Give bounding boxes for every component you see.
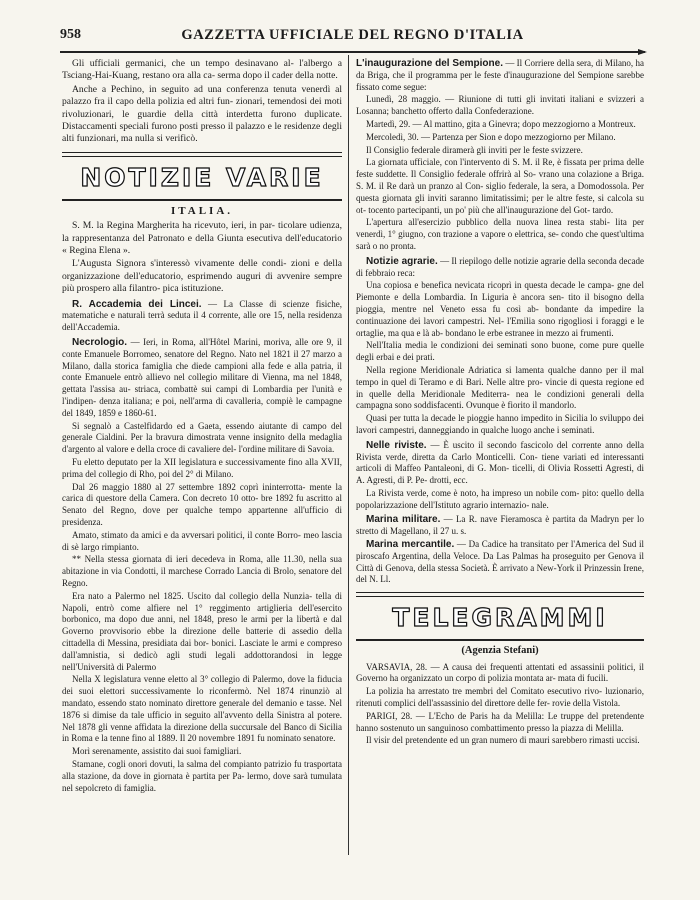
article-paragraph: Era nato a Palermo nel 1825. Uscito dal collegio della Nunzia- tella di Napoli, entrò come alfiere nel 1° reggimento artiglieria dell'esercito borbonico, ma dopo due anni, nel 1848, preso le armi per la libertà e dal Governo provvisorio ebbe la direzione delle batterie di assedio della cittadella di Messina, presidiata dai bor- bonici. Lasciate le armi e compreso dall'amnistia, si dedicò agli studi legali addottorandosi in legge nell'Università di Palermo [62, 590, 342, 672]
subsection-italia: ITALIA. [170, 204, 234, 217]
item-heading: Nelle riviste. [366, 439, 427, 451]
article-paragraph: Si segnalò a Castelfidardo ed a Gaeta, essendo aiutante di campo del generale Cialdini. Per la bravura dimostrata venne insignito della medaglia d'argento al valore e della croce di cavaliere del- l'ordine militare di Savoia. [62, 420, 342, 455]
article-paragraph: La Rivista verde, come è noto, ha impreso un nobile com- pito: quello della popolarizzazione dell'Istituto agrario internazio- nale. [356, 487, 644, 510]
article-paragraph: Il visir del pretendente ed un gran numero di mauri sarebbero rimasti uccisi. [366, 735, 640, 746]
newspaper-title: GAZZETTA UFFICIALE DEL REGNO D'ITALIA [181, 27, 524, 43]
item-text: — La R. nave Fieramosca è partita da Madryn per lo stretto di Magellano, il 27 u. s. [356, 514, 645, 537]
right-column [356, 58, 644, 748]
item-text: — Il riepilogo delle notizie agrarie della seconda decade di febbraio reca: [356, 255, 645, 278]
item-lincei [62, 299, 342, 334]
section-divider [356, 639, 644, 641]
article-paragraph: Dal 26 maggio 1880 al 27 settembre 1892 coprì ininterrotta- mente la carica di questore della Camera. Con decreto 10 otto- bre 1892 fu ascritto al Senato del Regno, dove per qualche tempo appartenne all'ufficio di presidenza. [62, 481, 342, 528]
article-paragraph: Martedì, 29. — Al mattino, gita a Ginevra; dopo mezzogiorno a Montreux. [366, 118, 636, 129]
item-heading: Notizie agrarie. [366, 255, 438, 267]
item-marina-militare [356, 514, 644, 538]
article-paragraph: L'Augusta Signora s'interessò vivamente delle condi- zioni e della organizzazione dell'educatorio, esprimendo auguri di avvenire sempre più prospero alla filantro- pica istituzione. [62, 258, 342, 295]
article-paragraph: La giornata ufficiale, con l'intervento di S. M. il Re, è fissata per prima delle feste suddette. Il Consiglio federale offrirà al So- vrano una colazione a Briga. S. M. il Re darà un pranzo al Con- siglio federale, la sera, a Domodossola. Per questa giornata gli inviti saranno limitatissimi; per le altre feste, si calcola su ot- tocento partecipanti, un po' più che all'inaugurazione del Got- tardo. [356, 157, 644, 215]
article-paragraph: Morì serenamente, assistito dai suoi famigliari. [72, 746, 242, 757]
item-text: — La Classe di scienze fisiche, matematiche e naturali terrà seduta il 4 corrente, alle ore 15, nella residenza dell'Accademia. [62, 298, 343, 333]
item-heading: Marina militare. [366, 514, 441, 526]
article-paragraph: PARIGI, 28. — L'Echo de Paris ha da Melilla: Le truppe del pretendente hanno sostenuto un sanguinoso combattimento presso la piazza di Melilla. [356, 710, 644, 733]
article-paragraph: Nella X legislatura venne eletto al 3° collegio di Palermo, dove la fiducia dei suoi elettori successivamente lo riconfermò. Nel 1874 rinunziò al mandato, essendo stato nominato direttore generale del demanio e tasse. Nel 1876 si dimise da tale ufficio in seguito all'avvento della Sinistra al potere. Nel 1878 gli venne affidata la direzione della succursale del Banco di Sicilia in Roma e la tenne fino al 1889. Il 20 novembre 1891 fu nominato senatore. [62, 674, 342, 744]
article-paragraph: L'apertura all'esercizio pubblico della nuova linea resta stabi- lita per venerdì, 1° giugno, con trazione a vapore o elettrica, se- condo che quest'ultima sarà o no pronta. [356, 217, 644, 251]
item-text: — Il Corriere della sera, di Milano, ha da Briga, che il programma per le feste d'inaugurazione del Sempione sarebbe fissato come segue: [356, 58, 644, 92]
item-heading: Necrologio. [72, 337, 128, 349]
section-title-notizie-varie: NOTIZIE VARIE [80, 162, 324, 192]
item-heading: R. Accademia dei Lincei. [72, 298, 202, 310]
section-title-telegrammi: TELEGRAMMI [392, 603, 608, 633]
page-header [60, 25, 645, 47]
article-paragraph: Stamane, cogli onori dovuti, la salma del compianto patrizio fu trasportata alla stazione, da dove in giornata è partita per Pa- lermo, dove sarà tumulata nel sepolcreto di famiglia. [62, 758, 342, 793]
item-text: — È uscito il secondo fascicolo del corrente anno della Rivista verde, diretta da Carlo Monticelli. Con- tiene variati ed interessanti articoli di Maffeo Pantaleoni, di G. Mon- ticelli, di Olivia Rossetti Agresti, di A. Agresti, di P. Pe- drotti, ecc. [356, 439, 645, 486]
article-paragraph: Gli ufficiali germanici, che un tempo desinavano al- l'albergo a Tsciang-Hai-Kuang, restano ora alla ca- serma dopo il cader della notte. [62, 58, 342, 82]
article-paragraph: Il Consiglio federale diramerà gli inviti per le feste svizzere. [366, 144, 583, 155]
column-separator [348, 55, 349, 855]
left-column [62, 58, 342, 795]
article-paragraph: Fu eletto deputato per la XII legislatura e successivamente fino alla XVII, prima del collegio di Rho, poi del 2° di Milano. [62, 457, 342, 479]
article-paragraph: VARSAVIA, 28. — A causa dei frequenti attentati ed assassinii politici, il Governo ha organizzato un corpo di polizia montata ar- mata di fucili. [356, 661, 644, 684]
section-divider [356, 592, 644, 597]
item-necrologio [62, 337, 342, 420]
item-marina-mercantile [356, 539, 644, 586]
article-paragraph: Anche a Pechino, in seguito ad una conferenza tenuta venerdì al palazzo fra il capo della polizia ed altri fun- zionari, temendosi dei moti rivoluzionari, le guardie della città interdetta furono duplicate. Distaccamenti speciali furono posti presso il palazzo e le residenze degli alti funzionari, ma nulla si verificò. [62, 83, 342, 145]
header-rule [60, 51, 645, 53]
article-paragraph: Una copiosa e benefica nevicata ricoprì in questa decade le campa- gne del Piemonte e della Lombardia. In Liguria è ancora sen- tito il bisogno della pioggia, mentre nel Veneto essa fu così ab- bondante da impedire la continuazione dei lavori campestri. Nel- l'Emilia sono rigogliosi i foraggi e le ortaglie, ma qua e là ab- bondano le erbe estranee in mezzo ai frumenti. [356, 280, 644, 338]
article-paragraph: Amato, stimato da amici e da avversari politici, il conte Borro- meo lascia di sè largo rimpianto. [62, 529, 342, 552]
item-text: — Da Cadice ha transitato per l'America del Sud il piroscafo Argentina, della Veloce. Da Las Palmas ha proseguito per Genova il Città di Genova, della stessa Società. È arrivato a New-York il Prinzessin Irene, del N. Ll. [356, 539, 644, 585]
agency-label: (Agenzia Stefani) [461, 645, 539, 657]
item-heading: Marina mercantile. [366, 539, 455, 551]
article-paragraph: Nell'Italia media le condizioni dei seminati sono buone, come pure quelle degli erbai e dei prati. [356, 340, 644, 363]
article-paragraph: ** Nella stessa giornata di ieri decedeva in Roma, alle 11.30, nella sua abitazione in via Condotti, il marchese Corrado Lancia di Brolo, senatore del Regno. [62, 554, 342, 589]
section-divider [62, 152, 342, 157]
article-paragraph: Nella regione Meridionale Adriatica si lamenta qualche danno per il mal tempo in quel di Teramo e di Bari. Nelle altre pro- vincie di questa regione ed in quelle della Meridionale Mediterra- nea le condizioni generali della campagna sono soddisfacenti. Ovunque è fiorito il mandorlo. [356, 364, 644, 411]
item-heading: L'inaugurazione del Sempione. [356, 58, 503, 69]
article-paragraph: Lunedì, 28 maggio. — Riunione di tutti gli invitati italiani e svizzeri a Losanna; banchetto offerto dalla Confederazione. [356, 94, 644, 117]
item-riviste [356, 440, 644, 487]
article-paragraph: La polizia ha arrestato tre membri del Comitato esecutivo rivo- luzionario, ritenuti complici dell'assassinio del direttore delle fer- rovie della Vistola. [356, 686, 644, 709]
article-paragraph: Quasi per tutta la decade le pioggie hanno impedito in Sicilia lo sviluppo dei lavori campestri, danneggiando in qualche luogo anche i seminati. [356, 413, 644, 435]
article-paragraph: S. M. la Regina Margherita ha ricevuto, ieri, in par- ticolare udienza, la rappresentanza del Patronato e della Giunta esecutiva dell'educatorio « Regina Elena ». [62, 220, 342, 257]
section-divider [62, 199, 342, 201]
article-paragraph: Mercoledì, 30. — Partenza per Sion e dopo mezzogiorno per Milano. [366, 131, 616, 142]
item-text: — Ieri, in Roma, all'Hôtel Marini, moriva, alle ore 9, il conte Emanuele Borromeo, senatore del Regno. Nato nel 1821 il 27 marzo a Milano, dalla storica famiglia che diede campioni alla fede e alla patria, il conte Emanuele entrò allievo nel collegio militare di Vienna, ma nel 1848, gettata l'assisa au- striaca, combattè sui campi di Lombardia per l'unità e l'indipen- denza italiana; e poi, nell'arma di cavalleria, compiè le campagne del 1849, 1859 e 1860-61. [62, 337, 342, 418]
page-number: 958 [60, 27, 81, 42]
item-agrarie [356, 256, 644, 280]
item-sempione [356, 58, 644, 93]
